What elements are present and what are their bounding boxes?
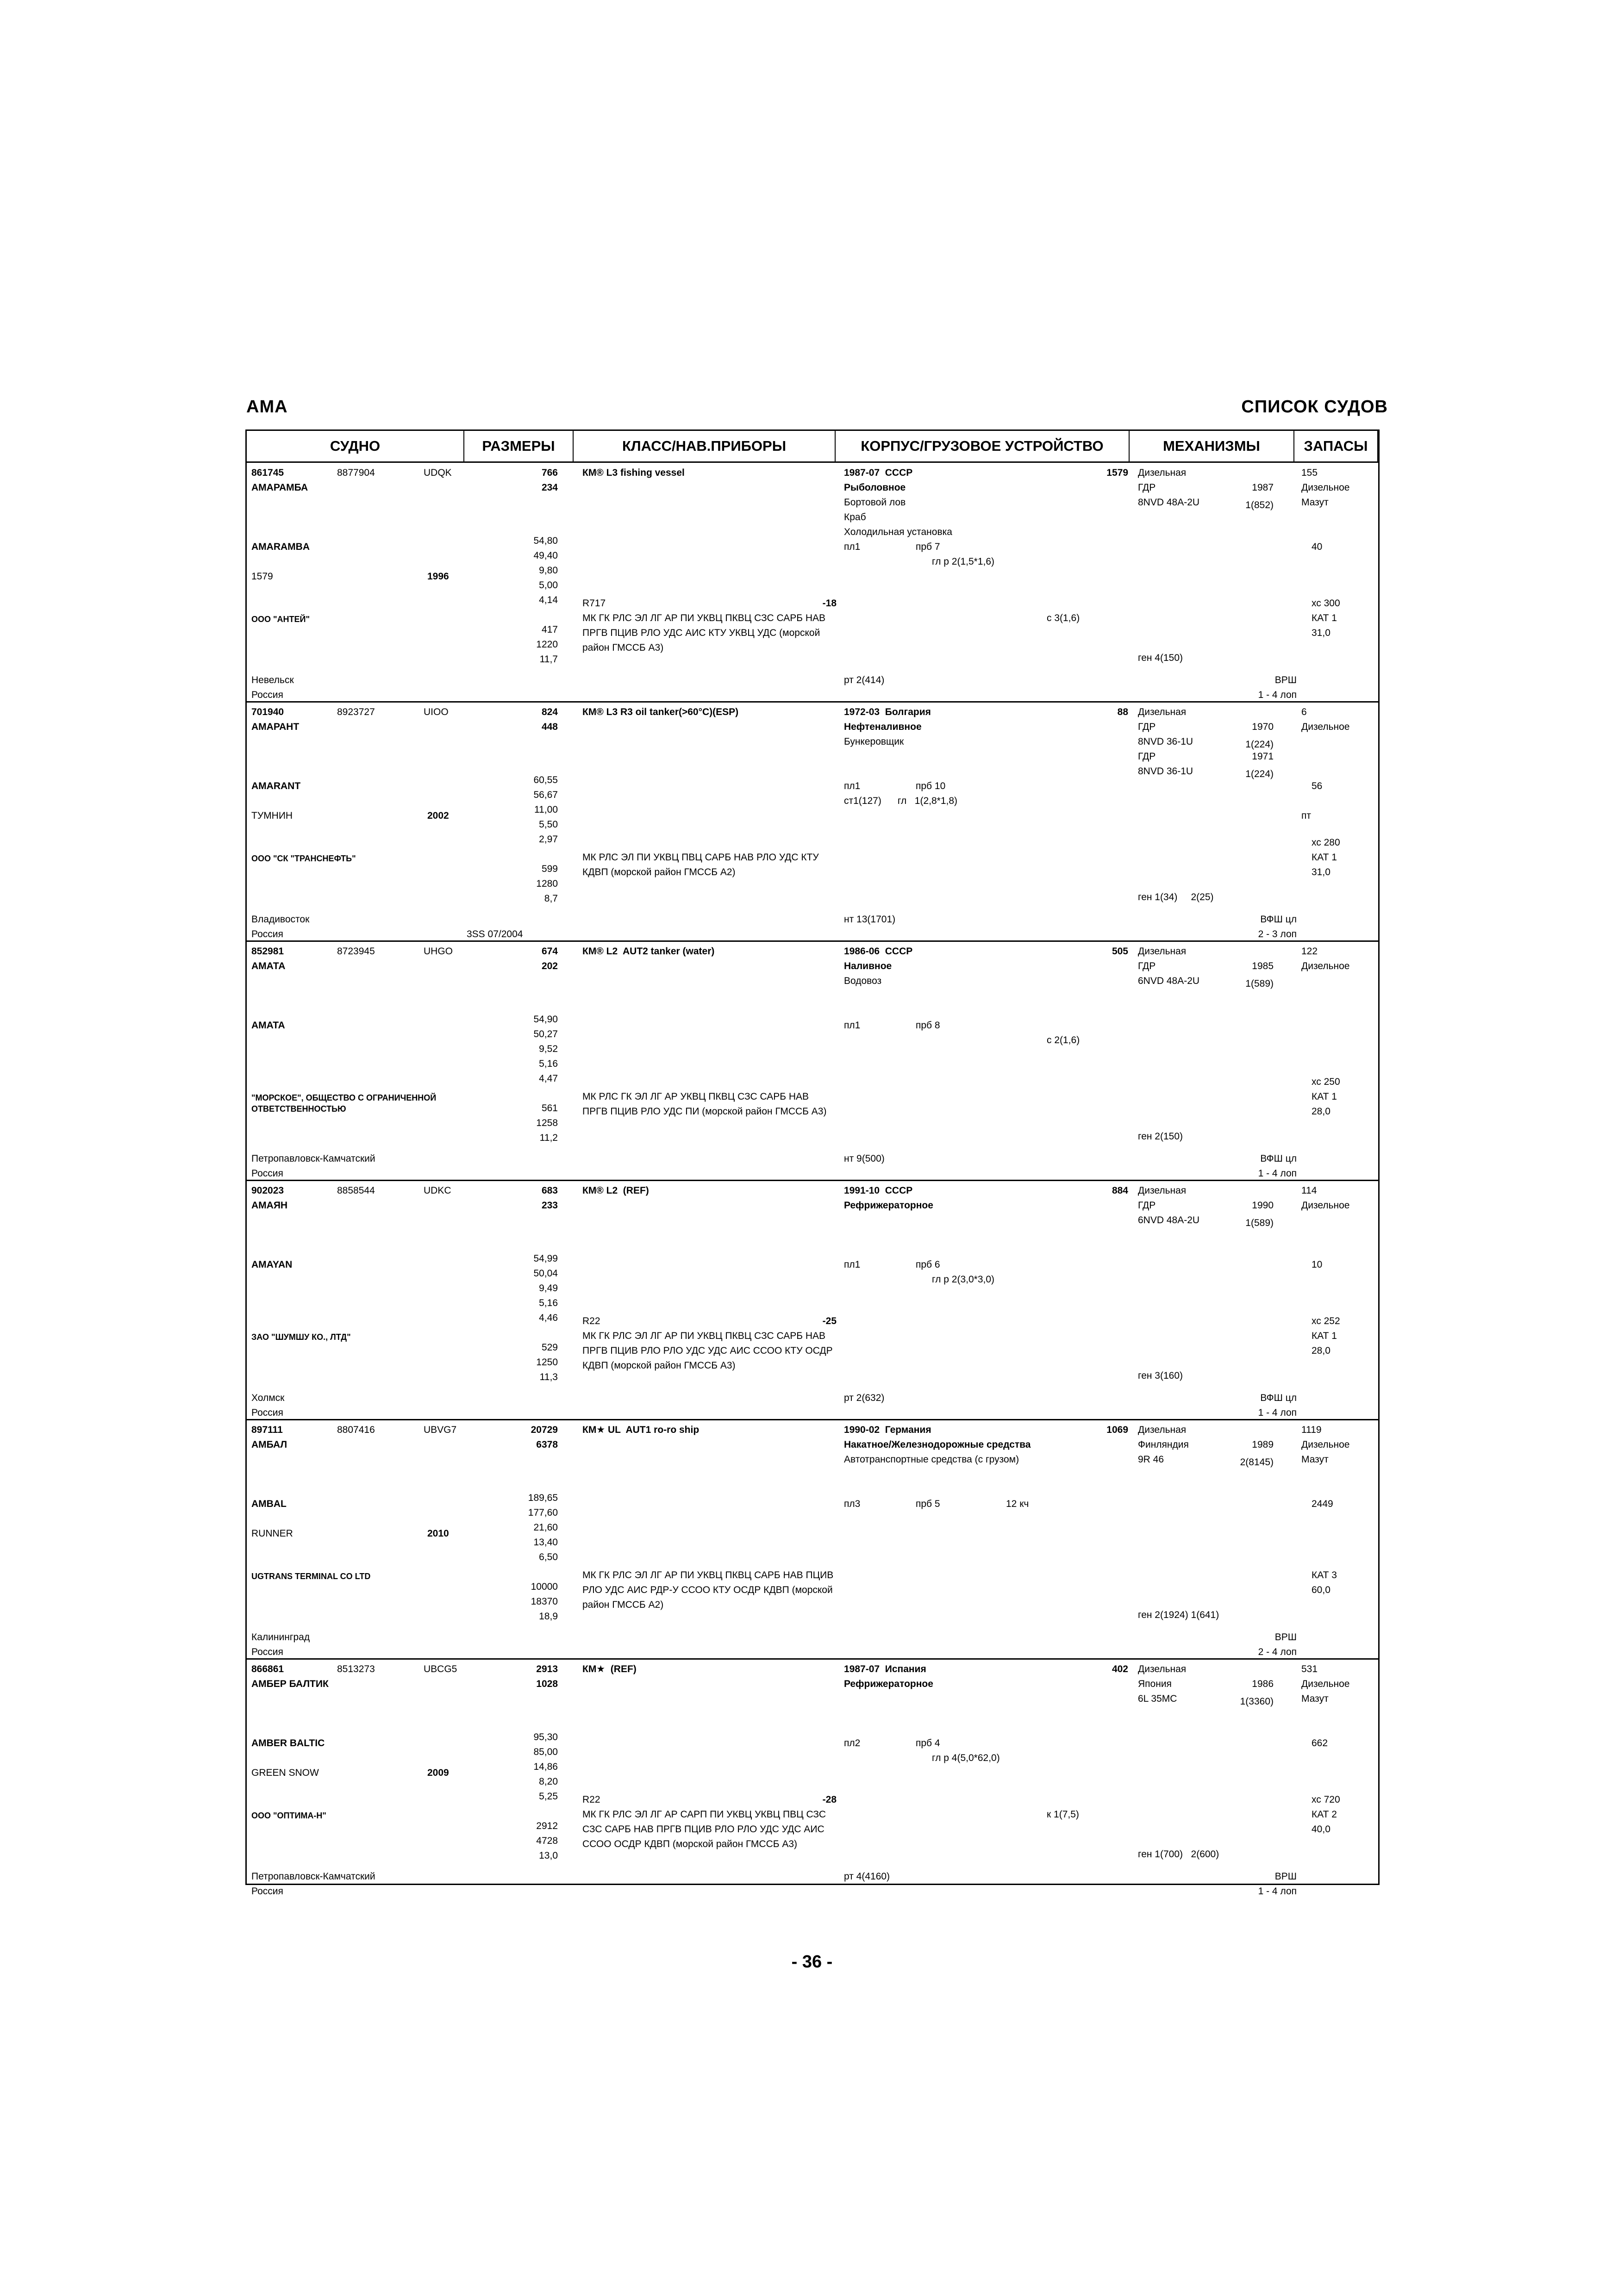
engine-info: ГДР	[1138, 1200, 1156, 1211]
dimension-value: 5,16	[539, 1058, 558, 1070]
supply-detail: 28,0	[1312, 1106, 1330, 1117]
dimension-value: 85,00	[533, 1747, 558, 1758]
ship-type: Накатное/Железнодорожные средства	[844, 1439, 1031, 1450]
flag-country: Россия	[251, 1168, 283, 1179]
home-port: Калининград	[251, 1632, 310, 1643]
supply-item: Дизельное	[1301, 1200, 1350, 1211]
dimension-value: 60,55	[533, 775, 558, 786]
engine-info: ГДР	[1138, 961, 1156, 971]
engine-info: Дизельная	[1138, 946, 1187, 957]
ship-name: АМБЕР БАЛТИК	[251, 1679, 329, 1689]
bulkheads: прб 6	[916, 1259, 940, 1270]
engine-info: Дизельная	[1138, 1664, 1187, 1674]
propeller: ВФШ цл	[1260, 914, 1297, 925]
ship-name-latin: AMAYAN	[251, 1259, 293, 1270]
engine-year: 1986	[1252, 1679, 1274, 1689]
generators: ген 3(160)	[1138, 1370, 1183, 1381]
dimension-value: 177,60	[528, 1507, 558, 1518]
built-date-country: 1987-07 Испания	[844, 1664, 926, 1674]
built-date-country: 1987-07 СССР	[844, 467, 913, 478]
owner: ООО "СК "ТРАНСНЕФТЬ"	[251, 854, 356, 864]
build-year: 2009	[427, 1767, 449, 1778]
dimension-value: 9,49	[539, 1283, 558, 1294]
dimension-value: 54,90	[533, 1014, 558, 1025]
net-tonnage: 1028	[536, 1679, 558, 1689]
decks: пл1	[844, 541, 861, 552]
propeller-blades: 2 - 3 лоп	[1258, 929, 1297, 940]
propeller-blades: 1 - 4 лоп	[1258, 1886, 1297, 1897]
nav-equipment: МК ГК РЛС ЭЛ ЛГ АР ПИ УКВЦ ПКВЦ САРБ НАВ ПЦИВ РЛО УДС АИС РДР-У ССОО КТУ ОСДР КДВП (морской район ГМССБ А2)	[582, 1569, 834, 1610]
col-header-supplies: ЗАПАСЫ	[1294, 431, 1378, 461]
hatches: гл р 2(3,0*3,0)	[932, 1274, 995, 1285]
propeller: ВФШ цл	[1260, 1393, 1297, 1403]
dimension-value: 1258	[536, 1118, 558, 1129]
supply-detail: КАТ 1	[1312, 1330, 1337, 1341]
hull-number: 884	[1112, 1185, 1128, 1196]
propeller: ВРШ	[1274, 1632, 1297, 1643]
engine-info-extra: ГДР	[1138, 751, 1156, 762]
engine-info: Дизельная	[1138, 1185, 1187, 1196]
ship-type: Наливное	[844, 961, 892, 971]
supply-value: 40	[1312, 541, 1323, 552]
dimension-value: 4,14	[539, 595, 558, 606]
tanks: рт 2(414)	[844, 675, 885, 685]
owner: "МОРСКОЕ", ОБЩЕСТВО С ОГРАНИЧЕННОЙ ОТВЕТСТВЕННОСТЬЮ	[251, 1093, 437, 1114]
hull-note: Бункеровщик	[844, 736, 904, 747]
supply-pt: пт	[1301, 810, 1311, 821]
gross-tonnage: 824	[541, 707, 558, 717]
engine-info: 6L 35MC	[1138, 1693, 1177, 1704]
dimension-value: 189,65	[528, 1493, 558, 1504]
generators: ген 2(1924) 1(641)	[1138, 1610, 1219, 1620]
dimension-value: 13,40	[533, 1537, 558, 1548]
call-sign: UDKC	[424, 1185, 451, 1196]
ship-record	[247, 1181, 1378, 1420]
propeller-blades: 1 - 4 лоп	[1258, 690, 1297, 700]
built-date-country: 1990-02 Германия	[844, 1425, 931, 1435]
dimension-value: 599	[541, 864, 558, 875]
engine-info: ГДР	[1138, 722, 1156, 732]
dimension-value: 5,25	[539, 1791, 558, 1802]
dimension-value: 9,52	[539, 1044, 558, 1055]
engine-power: 1(589)	[1245, 1218, 1274, 1229]
cranes: с 3(1,6)	[1047, 612, 1080, 623]
dimension-value: 54,99	[533, 1253, 558, 1264]
class-notation: КМ® L2 (REF)	[582, 1185, 649, 1196]
call-sign: UBVG7	[424, 1425, 457, 1435]
net-tonnage: 6378	[536, 1439, 558, 1450]
ship-name: АМБАЛ	[251, 1439, 287, 1450]
cranes: к 1(7,5)	[1047, 1809, 1079, 1820]
supply-item: 6	[1301, 707, 1307, 717]
dimension-value: 11,3	[539, 1372, 558, 1383]
gross-tonnage: 674	[541, 946, 558, 957]
decks: пл1	[844, 1259, 861, 1270]
engine-info: 6NVD 48A-2U	[1138, 1215, 1200, 1226]
call-sign: UDQK	[424, 467, 452, 478]
supply-item: 114	[1301, 1185, 1317, 1196]
engine-info: Япония	[1138, 1679, 1172, 1689]
refrigerant: R717	[582, 597, 606, 609]
engine-year: 1985	[1252, 961, 1274, 971]
engine-info: Дизельная	[1138, 1425, 1187, 1435]
gross-tonnage: 2913	[536, 1664, 558, 1674]
engine-year: 1987	[1252, 482, 1274, 493]
ship-type: Рефрижераторное	[844, 1679, 933, 1689]
net-tonnage: 202	[541, 961, 558, 971]
dimension-value: 54,80	[533, 535, 558, 547]
supply-detail: 31,0	[1312, 866, 1330, 877]
dimension-value: 5,00	[539, 580, 558, 591]
reg-number: 861745	[251, 467, 284, 478]
record-divider	[247, 940, 1378, 942]
supply-item: Мазут	[1301, 1454, 1329, 1465]
record-divider	[247, 1658, 1378, 1660]
supply-detail: КАТ 2	[1312, 1809, 1337, 1820]
hull-note: Краб	[844, 512, 866, 523]
owner: UGTRANS TERMINAL CO LTD	[251, 1572, 371, 1581]
ice-temperature: -25	[822, 1315, 837, 1326]
engine-power: 1(224)	[1245, 739, 1274, 750]
hull-note: Бортовой лов	[844, 497, 906, 508]
nav-equipment: МК ГК РЛС ЭЛ ЛГ АР ПИ УКВЦ ПКВЦ СЗС САРБ НАВ ПРГВ ПЦИВ РЛО РЛО УДС УДС АИС ССОО КТУ ОСДР КДВП (морской район ГМССБ А3)	[582, 1330, 833, 1371]
net-tonnage: 234	[541, 482, 558, 493]
generators: ген 1(700) 2(600)	[1138, 1849, 1219, 1860]
engine-info: Дизельная	[1138, 467, 1187, 478]
nav-equipment: МК ГК РЛС ЭЛ ЛГ АР ПИ УКВЦ ПКВЦ СЗС САРБ НАВ ПРГВ ПЦИВ РЛО УДС АИС КТУ УКВЦ УДС (морской район ГМССБ А3)	[582, 612, 826, 653]
dimension-value: 2912	[536, 1821, 558, 1832]
dimension-value: 4,46	[539, 1313, 558, 1324]
hatches: гл р 4(5,0*62,0)	[932, 1753, 1000, 1763]
engine-extra-year: 1971	[1252, 751, 1274, 762]
reg-number: 701940	[251, 707, 284, 717]
engine-info-extra: 8NVD 36-1U	[1138, 766, 1193, 777]
ice-temperature: -18	[822, 597, 837, 609]
built-date-country: 1986-06 СССР	[844, 946, 913, 957]
dimension-value: 2,97	[539, 834, 558, 845]
imo-number: 8807416	[337, 1425, 375, 1435]
imo-number: 8723945	[337, 946, 375, 957]
imo-number: 8513273	[337, 1664, 375, 1674]
supply-detail: хс 720	[1312, 1794, 1340, 1805]
dimension-value: 14,86	[533, 1761, 558, 1773]
supply-detail: 28,0	[1312, 1345, 1330, 1356]
built-date-country: 1972-03 Болгария	[844, 707, 931, 717]
dimension-value: 11,00	[534, 804, 558, 815]
propeller-blades: 1 - 4 лоп	[1258, 1407, 1297, 1418]
dimension-value: 49,40	[533, 550, 558, 561]
header-section-label: АМА	[246, 397, 288, 417]
hull-number: 1069	[1106, 1425, 1128, 1435]
refrigerant: R22	[582, 1794, 600, 1805]
bulkheads: прб 4	[916, 1738, 940, 1748]
engine-year: 1989	[1252, 1439, 1274, 1450]
hull-note: Холодильная установка	[844, 527, 952, 537]
flag-country: Россия	[251, 690, 283, 700]
supply-item: Дизельное	[1301, 722, 1350, 732]
bulkheads: прб 7	[916, 541, 940, 552]
supply-item: Дизельное	[1301, 1679, 1350, 1689]
nav-equipment: МК ГК РЛС ЭЛ ЛГ АР САРП ПИ УКВЦ УКВЦ ПВЦ СЗС СЗС САРБ НАВ ПРГВ ПЦИВ РЛО РЛО УДС УДС АИС ССОО ОСДР КДВП (морской район ГМССБ А3)	[582, 1809, 826, 1849]
supply-detail: КАТ 1	[1312, 1091, 1337, 1102]
supply-detail: КАТ 1	[1312, 612, 1337, 623]
generators: ген 4(150)	[1138, 653, 1183, 663]
flag-country: Россия	[251, 1886, 283, 1897]
dimension-value: 8,7	[544, 893, 558, 904]
col-header-machinery: МЕХАНИЗМЫ	[1130, 431, 1294, 461]
supply-value: 662	[1312, 1738, 1328, 1748]
decks: пл3	[844, 1499, 861, 1509]
engine-info: ГДР	[1138, 482, 1156, 493]
home-port: Владивосток	[251, 914, 310, 925]
ship-record	[247, 702, 1378, 941]
hatches: гл р 2(1,5*1,6)	[932, 556, 995, 567]
supply-item: Дизельное	[1301, 482, 1350, 493]
gross-tonnage: 766	[541, 467, 558, 478]
ship-record	[247, 463, 1378, 702]
engine-info: 9R 46	[1138, 1454, 1164, 1465]
class-notation: КМ★ UL AUT1 ro-ro ship	[582, 1425, 700, 1435]
supply-value: 10	[1312, 1259, 1323, 1270]
supply-detail: хс 300	[1312, 597, 1340, 609]
engine-year: 1970	[1252, 722, 1274, 732]
supply-detail: КАТ 3	[1312, 1569, 1337, 1580]
engine-year: 1990	[1252, 1200, 1274, 1211]
tanks: нт 13(1701)	[844, 914, 896, 925]
dimension-value: 9,80	[539, 565, 558, 576]
propeller-blades: 1 - 4 лоп	[1258, 1168, 1297, 1179]
dimension-value: 417	[541, 624, 558, 635]
record-divider	[247, 1180, 1378, 1181]
owner: ЗАО "ШУМШУ КО., ЛТД"	[251, 1332, 351, 1342]
nav-equipment: МК РЛС ГК ЭЛ ЛГ АР УКВЦ ПКВЦ СЗС САРБ НАВ ПРГВ ПЦИВ РЛО УДС ПИ (морской район ГМССБ А3)	[582, 1091, 827, 1117]
hull-number: 505	[1112, 946, 1128, 957]
hull-number: 88	[1117, 707, 1128, 717]
ice-temperature: -28	[822, 1794, 837, 1805]
home-port: Петропавловск-Камчатский	[251, 1153, 375, 1164]
dimension-value: 10000	[531, 1581, 558, 1593]
supply-detail: хс 280	[1312, 837, 1340, 848]
dimension-value: 50,27	[533, 1029, 558, 1040]
col-header-class: КЛАСС/НАВ.ПРИБОРЫ	[574, 431, 836, 461]
tanks: нт 9(500)	[844, 1153, 885, 1164]
decks: пл2	[844, 1738, 861, 1748]
dimension-value: 11,2	[539, 1132, 558, 1144]
col-header-dimensions: РАЗМЕРЫ	[464, 431, 574, 461]
bulkheads: прб 10	[916, 781, 946, 791]
owner: ООО "АНТЕЙ"	[251, 615, 310, 624]
supply-detail: хс 252	[1312, 1315, 1340, 1326]
supply-detail: 60,0	[1312, 1584, 1330, 1595]
supply-item: 155	[1301, 467, 1318, 478]
imo-number: 8877904	[337, 467, 375, 478]
engine-power: 1(852)	[1245, 500, 1274, 511]
supply-item: Мазут	[1301, 497, 1329, 508]
imo-number: 8923727	[337, 707, 375, 717]
supply-detail: КАТ 1	[1312, 852, 1337, 863]
record-divider	[247, 1419, 1378, 1420]
propeller: ВРШ	[1274, 675, 1297, 685]
call-sign: UIOO	[424, 707, 449, 717]
ship-name-latin: AMBAL	[251, 1499, 287, 1509]
call-sign: UBCG5	[424, 1664, 457, 1674]
propeller: ВФШ цл	[1260, 1153, 1297, 1164]
ship-name: АМАРАНТ	[251, 722, 300, 732]
decks: пл1	[844, 781, 861, 791]
dimension-value: 13,0	[539, 1850, 558, 1861]
ship-name-latin: AMATA	[251, 1020, 285, 1031]
dimension-value: 1280	[536, 878, 558, 890]
decks: пл1	[844, 1020, 861, 1031]
bulkheads: прб 8	[916, 1020, 940, 1031]
former-name: RUNNER	[251, 1528, 293, 1539]
dimension-value: 529	[541, 1342, 558, 1353]
reg-number: 902023	[251, 1185, 284, 1196]
propeller: ВРШ	[1274, 1871, 1297, 1882]
supply-value: 56	[1312, 781, 1323, 791]
call-sign: UHGO	[424, 946, 453, 957]
supply-item: Дизельное	[1301, 961, 1350, 971]
ship-name-latin: AMBER BALTIC	[251, 1738, 325, 1748]
home-port: Невельск	[251, 675, 294, 685]
engine-power: 2(8145)	[1240, 1457, 1274, 1468]
dimension-value: 561	[541, 1103, 558, 1114]
supply-value: 2449	[1312, 1499, 1333, 1509]
class-notation: КМ★ (REF)	[582, 1664, 637, 1674]
engine-info: 8NVD 36-1U	[1138, 736, 1193, 747]
ship-name: АМАТА	[251, 961, 286, 971]
dimension-value: 5,50	[539, 819, 558, 830]
former-name: ТУМНИН	[251, 810, 293, 821]
engine-info: Финляндия	[1138, 1439, 1189, 1450]
col-header-hull: КОРПУС/ГРУЗОВОЕ УСТРОЙСТВО	[836, 431, 1130, 461]
supply-item: 122	[1301, 946, 1318, 957]
home-port: Петропавловск-Камчатский	[251, 1871, 375, 1882]
ship-type: Нефтеналивное	[844, 722, 922, 732]
dimension-value: 4728	[536, 1836, 558, 1847]
cranes: с 2(1,6)	[1047, 1035, 1080, 1045]
ship-name: АМАЯН	[251, 1200, 288, 1211]
dimension-value: 95,30	[533, 1732, 558, 1743]
engine-power: 1(3360)	[1240, 1696, 1274, 1707]
generators: ген 1(34) 2(25)	[1138, 892, 1214, 902]
ship-name-latin: AMARANT	[251, 781, 301, 791]
record-divider	[247, 701, 1378, 703]
survey-date: 3SS 07/2004	[467, 929, 523, 940]
gross-tonnage: 683	[541, 1185, 558, 1196]
dimension-value: 18,9	[539, 1611, 558, 1622]
net-tonnage: 448	[541, 722, 558, 732]
supply-detail: 31,0	[1312, 627, 1330, 638]
build-year: 1996	[427, 571, 449, 582]
engine-power: 1(589)	[1245, 978, 1274, 989]
ship-type: Рефрижераторное	[844, 1200, 933, 1211]
built-date-country: 1991-10 СССР	[844, 1185, 913, 1196]
engine-info: 8NVD 48A-2U	[1138, 497, 1200, 508]
hull-note: Автотранспортные средства (с грузом)	[844, 1454, 1019, 1465]
hull-note: Водовоз	[844, 976, 882, 986]
dimension-value: 1220	[536, 639, 558, 650]
dimension-value: 5,16	[539, 1298, 558, 1309]
tanks: рт 2(632)	[844, 1393, 885, 1403]
gross-tonnage: 20729	[531, 1425, 558, 1435]
engine-info: 6NVD 48A-2U	[1138, 976, 1200, 986]
engine-extra-power: 1(224)	[1245, 769, 1274, 780]
class-notation: КМ® L2 AUT2 tanker (water)	[582, 946, 715, 957]
bulkheads: прб 5	[916, 1499, 940, 1509]
ship-name-latin: AMARAMBA	[251, 541, 310, 552]
flag-country: Россия	[251, 1647, 283, 1657]
dimension-value: 11,7	[539, 654, 558, 665]
supply-item: 531	[1301, 1664, 1318, 1674]
dimension-value: 50,04	[533, 1268, 558, 1279]
supply-item: 1119	[1301, 1425, 1322, 1435]
dimension-value: 1250	[536, 1357, 558, 1368]
imo-number: 8858544	[337, 1185, 375, 1196]
ship-record	[247, 1659, 1378, 1898]
home-port: Холмск	[251, 1393, 285, 1403]
propeller-blades: 2 - 4 лоп	[1258, 1647, 1297, 1657]
class-notation: КМ® L3 R3 oil tanker(>60°C)(ESP)	[582, 707, 739, 717]
hatches: ст1(127) гл 1(2,8*1,8)	[844, 796, 958, 806]
supply-detail: хс 250	[1312, 1076, 1340, 1087]
supply-item: Мазут	[1301, 1693, 1329, 1704]
dimension-value: 6,50	[539, 1552, 558, 1563]
hull-number: 1579	[1106, 467, 1128, 478]
refrigerant: R22	[582, 1315, 600, 1326]
build-year: 2002	[427, 810, 449, 821]
reg-number: 866861	[251, 1664, 284, 1674]
former-name: 1579	[251, 571, 273, 582]
supply-detail: 40,0	[1312, 1823, 1330, 1835]
build-year: 2010	[427, 1528, 449, 1539]
dimension-value: 18370	[531, 1596, 558, 1607]
hull-number: 402	[1112, 1664, 1128, 1674]
ship-record	[247, 1420, 1378, 1659]
holds-count: 12 кч	[1006, 1499, 1029, 1509]
tanks: рт 4(4160)	[844, 1871, 890, 1882]
ship-register-table	[245, 429, 1380, 1897]
former-name: GREEN SNOW	[251, 1767, 319, 1778]
ship-type: Рыболовное	[844, 482, 906, 493]
flag-country: Россия	[251, 929, 283, 940]
col-header-ship: СУДНО	[247, 431, 464, 461]
dimension-value: 4,47	[539, 1073, 558, 1084]
dimension-value: 21,60	[533, 1522, 558, 1533]
owner: ООО "ОПТИМА-Н"	[251, 1811, 326, 1821]
page-number: - 36 -	[791, 1952, 833, 1972]
ship-name: АМАРАМБА	[251, 482, 308, 493]
flag-country: Россия	[251, 1407, 283, 1418]
reg-number: 897111	[251, 1425, 283, 1435]
header-list-title: СПИСОК СУДОВ	[1241, 397, 1388, 417]
generators: ген 2(150)	[1138, 1131, 1183, 1142]
ship-record	[247, 941, 1378, 1181]
engine-info: Дизельная	[1138, 707, 1187, 717]
net-tonnage: 233	[541, 1200, 558, 1211]
reg-number: 852981	[251, 946, 284, 957]
dimension-value: 8,20	[539, 1776, 558, 1787]
supply-item: Дизельное	[1301, 1439, 1350, 1450]
dimension-value: 56,67	[533, 790, 558, 801]
class-notation: КМ® L3 fishing vessel	[582, 467, 685, 478]
nav-equipment: МК РЛС ЭЛ ПИ УКВЦ ПВЦ САРБ НАВ РЛО УДС КТУ КДВП (морской район ГМССБ А2)	[582, 852, 819, 877]
